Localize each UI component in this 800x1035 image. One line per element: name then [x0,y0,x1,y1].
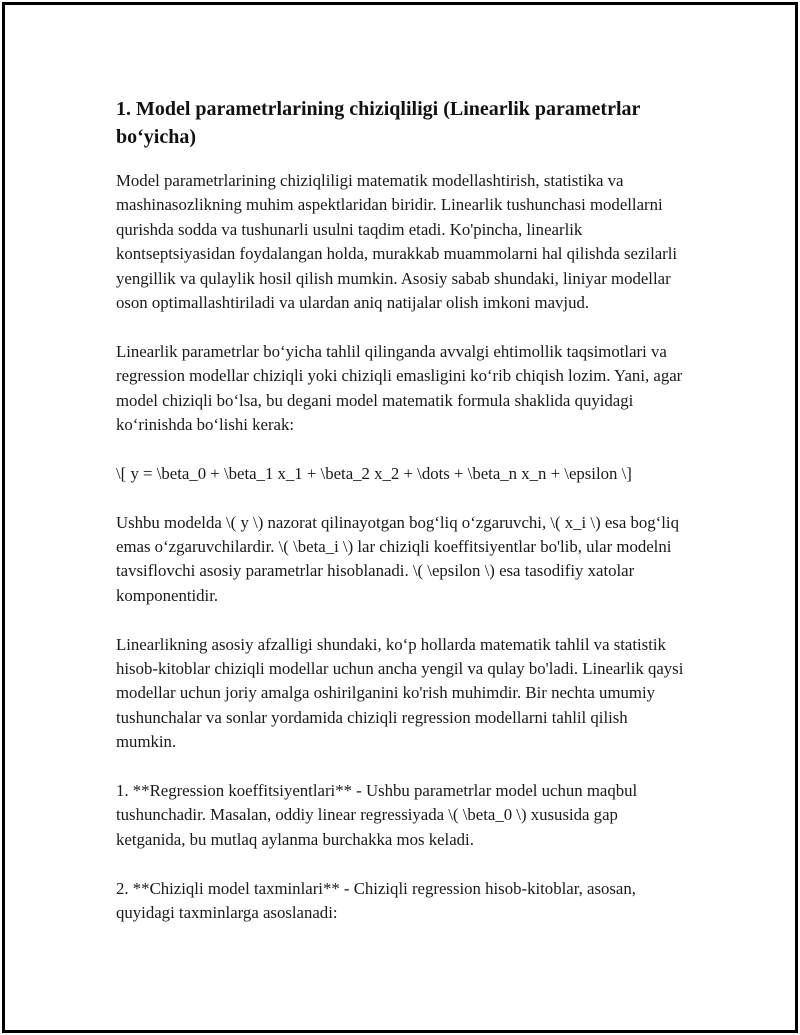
paragraph-intro: Model parametrlarining chiziqliligi matematik modellashtirish, statistika va mashinasozlikning muhim aspektlaridan biridir. Linearlik tushunchasi modellarni qurishda sodda va tushunarli usulni taqdim etadi. Ko'pincha, linearlik kontseptsiyasidan foydalangan holda, murakkab muammolarni hal qilishda sezilarli yengillik va qulaylik hosil qilish mumkin. Asosiy sabab shundaki, liniyar modellar oson optimallashtiriladi va ulardan aniq natijalar olish imkoni mavjud. [116,171,678,313]
document-body [116,95,688,950]
section-heading: 1. Model parametrlarining chiziqliligi (Linearlik parametrlar bo‘yicha) [116,98,641,148]
paragraph-linearity: Linearlik parametrlar bo‘yicha tahlil qilinganda avvalgi ehtimollik taqsimotlari va regression modellar chiziqli yoki chiziqli emasligini ko‘rib chiqish lozim. Yani, agar model chiziqli bo‘lsa, bu degani model matematik formula shaklida quyidagi ko‘rinishda bo‘lishi kerak: [116,341,683,435]
paragraph-advantages: Linearlikning asosiy afzalligi shundaki, ko‘p hollarda matematik tahlil va statistik hisob-kitoblar chiziqli modellar uchun ancha yengil va qulay bo'ladi. Linearlik qaysi modellar uchun joriy amalga oshirilganini ko'rish muhimdir. Bir nechta umumiy tushunchalar va sonlar yordamida chiziqli regression modellarni tahlil qilish mumkin. [116,634,684,752]
paragraph-variables: Ushbu modelda \( y \) nazorat qilinayotgan bog‘liq o‘zgaruvchi, \( x_i \) esa bog‘liq emas o‘zgaruvchilardir. \( \beta_i \) lar chiziqli koeffitsiyentlar bo'lib, ular modelni tavsiflovchi asosiy parametrlar hisoblanadi. \( \epsilon \) esa tasodifiy xatolar komponentidir. [116,512,679,605]
list-item-linear-model-assumptions: 2. **Chiziqli model taxminlari** - Chiziqli regression hisob-kitoblar, asosan, quyidagi taxminlarga asoslanadi: [116,878,636,923]
formula-line: \[ y = \beta_0 + \beta_1 x_1 + \beta_2 x_2 + \dots + \beta_n x_n + \epsilon \] [116,463,632,483]
list-item-regression-coefficients: 1. **Regression koeffitsiyentlari** - Ushbu parametrlar model uchun maqbul tushunchadir. Masalan, oddiy linear regressiyada \( \beta_0 \) xususida gap ketganida, bu mutlaq aylanma burchakka mos keladi. [116,781,638,849]
